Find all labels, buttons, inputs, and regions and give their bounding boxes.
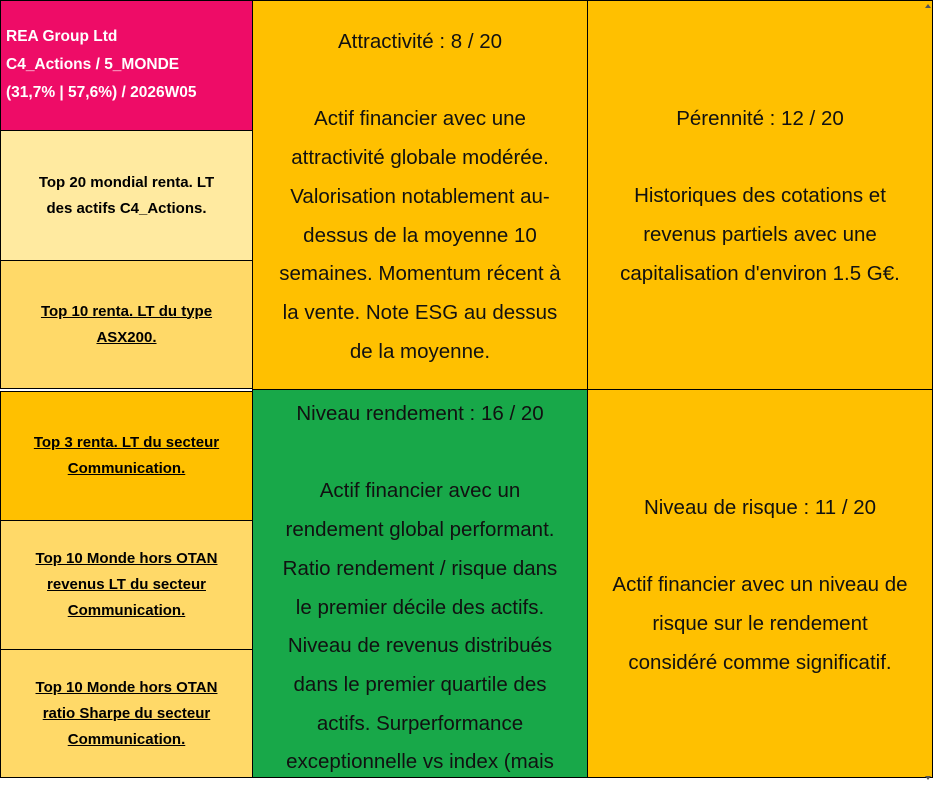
ranking-2-link-line-2[interactable]: ASX200. bbox=[96, 328, 157, 346]
attractivity-line: dessus de la moyenne 10 bbox=[303, 223, 537, 247]
ranking-1-line-1: Top 20 mondial renta. LT bbox=[38, 173, 215, 191]
attractivity-line: la vente. Note ESG au dessus bbox=[282, 300, 558, 324]
ranking-5-link-line-2[interactable]: ratio Sharpe du secteur bbox=[42, 704, 211, 722]
asset-stats: (31,7% | 57,6%) / 2026W05 bbox=[6, 84, 197, 101]
scroll-up-icon[interactable] bbox=[925, 4, 931, 8]
yield-line: dans le premier quartile des bbox=[293, 672, 547, 696]
yield-cell bbox=[252, 389, 588, 778]
ranking-4-link-line-2[interactable]: revenus LT du secteur bbox=[47, 576, 206, 593]
risk-cell bbox=[587, 389, 933, 778]
attractivity-line: semaines. Momentum récent à bbox=[279, 262, 561, 286]
asset-header bbox=[0, 0, 253, 131]
yield-line: le premier décile des actifs. bbox=[295, 595, 545, 619]
yield-title: Niveau rendement : 16 / 20 bbox=[296, 402, 544, 425]
perennity-line: Historiques des cotations et bbox=[634, 184, 886, 208]
attractivity-title: Attractivité : 8 / 20 bbox=[337, 30, 503, 53]
perennity-cell bbox=[587, 0, 933, 390]
yield-line: actifs. Surperformance bbox=[316, 711, 524, 735]
ranking-5-link-line-3[interactable]: Communication. bbox=[67, 730, 186, 748]
scroll-down-icon[interactable] bbox=[925, 776, 931, 780]
attractivity-line: de la moyenne. bbox=[349, 339, 491, 363]
risk-title: Niveau de risque : 11 / 20 bbox=[643, 496, 877, 519]
ranking-4-link-line-3[interactable]: Communication. bbox=[67, 602, 186, 619]
perennity-line: capitalisation d'environ 1.5 G€. bbox=[620, 261, 900, 285]
ranking-3-link-line-2[interactable]: Communication. bbox=[67, 460, 186, 477]
ranking-cell-5[interactable] bbox=[0, 649, 253, 778]
risk-line: risque sur le rendement bbox=[652, 612, 868, 636]
perennity-title: Pérennité : 12 / 20 bbox=[676, 107, 844, 130]
ranking-cell-1 bbox=[0, 130, 253, 261]
ranking-3-link-line-1[interactable]: Top 3 renta. LT du secteur bbox=[33, 434, 220, 451]
ranking-1-line-2: des actifs C4_Actions. bbox=[46, 199, 207, 217]
risk-line: Actif financier avec un niveau de bbox=[612, 573, 908, 597]
ranking-2-link-line-1[interactable]: Top 10 renta. LT du type bbox=[40, 302, 213, 320]
yield-line: Ratio rendement / risque dans bbox=[282, 556, 558, 580]
yield-line: exceptionnelle vs index (mais bbox=[286, 750, 554, 774]
yield-line: Niveau de revenus distribués bbox=[287, 634, 553, 658]
yield-line: rendement global performant. bbox=[285, 518, 555, 542]
attractivity-cell bbox=[252, 0, 588, 390]
perennity-line: revenus partiels avec une bbox=[643, 223, 877, 247]
asset-category: C4_Actions / 5_MONDE bbox=[6, 56, 180, 73]
ranking-cell-4[interactable] bbox=[0, 520, 253, 650]
asset-name: REA Group Ltd bbox=[6, 28, 118, 45]
attractivity-line: Valorisation notablement au- bbox=[290, 184, 550, 208]
yield-line: Actif financier avec un bbox=[319, 479, 521, 503]
attractivity-line: Actif financier avec une bbox=[314, 107, 526, 131]
ranking-cell-3[interactable] bbox=[0, 391, 253, 521]
ranking-4-link-line-1[interactable]: Top 10 Monde hors OTAN bbox=[35, 550, 218, 567]
risk-line: considéré comme significatif. bbox=[628, 650, 892, 674]
ranking-cell-2[interactable] bbox=[0, 260, 253, 389]
attractivity-line: attractivité globale modérée. bbox=[291, 146, 549, 170]
ranking-5-link-line-1[interactable]: Top 10 Monde hors OTAN bbox=[35, 678, 218, 696]
